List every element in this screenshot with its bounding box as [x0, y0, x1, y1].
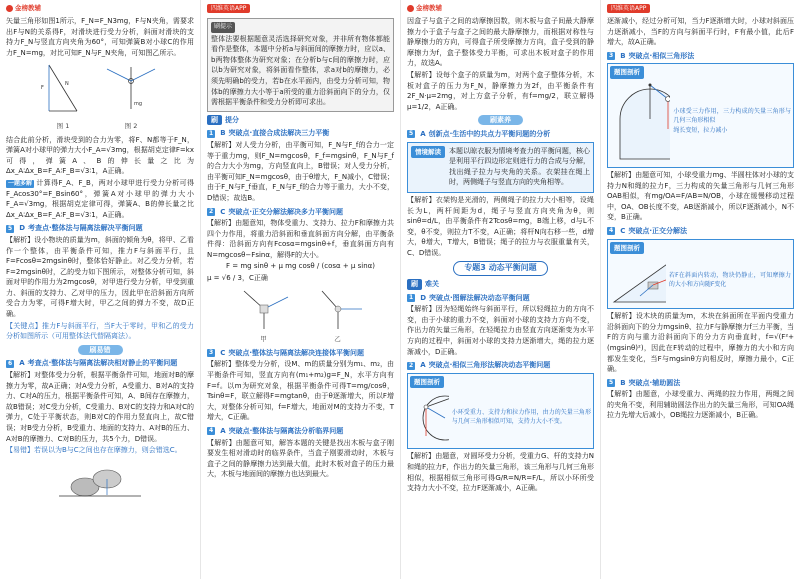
context-title: 情境解读	[411, 146, 445, 159]
section-tag: 刷	[207, 115, 222, 126]
solution-text: 【解析】因为轻绳始终与斜面平行，所以轻绳拉力的方向不变，由于小球的重力不变，斜面对小球的支持力方向不变，作出力的矢量三角形，在轻绳拉力由竖直方向逐渐变为水平方向的过程中，斜面对小球的支持力逐渐增大，绳的拉力逐渐减小，D正确。	[407, 305, 594, 356]
question-number: 5	[409, 130, 414, 138]
figure-analysis-box	[407, 373, 594, 450]
answer-letter: A	[420, 129, 426, 138]
exam-point: 突破点·直接合成法解决三力平衡	[228, 129, 330, 138]
question-heading	[207, 207, 394, 218]
brand-name: 金榜教辅	[416, 3, 442, 12]
answer-letter: C	[220, 207, 226, 216]
question-heading	[407, 360, 594, 371]
answer-letter: C	[620, 226, 626, 235]
solution-text: 【解析】由题意，对圆环受力分析，受重力G、杆的支持力N和绳的拉力F，作出力的矢量三角形，该三角形与几何三角形相似，根据相似三角形可得G/R=N/R=F/L，所以小环所受支持力大小不变，拉力F逐渐减小，A正确。	[407, 452, 594, 493]
section-title: 提分	[225, 115, 239, 124]
topic-number: 专题3	[464, 263, 486, 273]
force-triangle-figure-2	[101, 61, 161, 117]
svg-text:N: N	[65, 81, 69, 88]
stacked-objects-figure	[55, 459, 145, 499]
force-diagram-left	[234, 287, 294, 331]
ring-force-figure	[410, 388, 449, 446]
question-heading	[607, 378, 794, 389]
answer-letter: D	[19, 224, 25, 233]
topic-heading	[407, 261, 594, 276]
figure-caption: 图 1	[56, 121, 70, 130]
context-box	[407, 142, 594, 193]
answer-letter: B	[220, 129, 226, 138]
section-title: 难关	[425, 280, 439, 289]
figure-caption: 图 2	[124, 121, 138, 130]
solution-text: 【解析】由题意，小球受重力、两绳的拉力作用，两绳之间的夹角不变，利用辅助圆法作出力的矢量三角形，可知OA绳拉力先增大后减小，OB绳拉力逐渐减小，B正确。	[607, 390, 794, 420]
exam-point: 突破点·相似三角形法	[628, 51, 695, 60]
incline-force-figure	[610, 254, 666, 306]
question-number: 4	[209, 427, 214, 435]
brand-logo	[6, 3, 41, 14]
figure-force-analysis	[207, 287, 394, 345]
brand-icon	[6, 5, 13, 12]
solution-text: 【解析】衣架钩是光滑的，两侧绳子的拉力大小相等，设绳长为L，两杆间距为d，绳子与竖直方向夹角为θ，则sinθ=d/L，由平衡条件有2Tcosθ=mg，B端上移，d与L不变，θ不变，则拉力T不变，A正确；将杆N向右移一些，d增大，θ增大，T增大，B错误；绳子的拉力与衣服重量有关，C、D错误。	[407, 195, 594, 257]
exam-point: 考查点·整体法与隔离法解决相对静止的平衡问题	[27, 359, 178, 368]
exam-point: 突破点·正交分解法解决多力平衡问题	[228, 207, 343, 216]
tip-box	[207, 18, 394, 112]
question-number: 3	[209, 349, 214, 357]
result-text: μ = √6 / 3，C正确	[207, 274, 268, 283]
app-badge: 四维英语APP	[607, 4, 650, 13]
solution-text: 【解析】由题意可知，解答本题的关键是找出木板与盒子刚要发生相对滑动时的临界条件，当盒子刚要滑动时，木板与盒子之间的静摩擦力达到最大值，此时木板对盒子的压力最大，木板与地面间的摩擦力也达到最大。	[207, 438, 394, 479]
question-number: 1	[209, 129, 214, 137]
section-banner	[407, 115, 594, 126]
question-number: 2	[409, 361, 414, 369]
solution-text: 【解析】设木块的质量为m，木块在斜面所在平面内受重力沿斜面向下的分力mgsinθ、拉力F与静摩擦力f三力平衡，当F的方向与重力沿斜面向下的分力方向垂直时，f=√(F²+(mgsinθ)²)，因此在F转动的过程中，摩擦力的大小和方向都发生变化，当F与mgsinθ方向相反时，摩擦力最小，C正确。	[607, 312, 794, 374]
question-heading	[407, 293, 594, 304]
question-heading	[207, 426, 394, 437]
question-number: 2	[209, 207, 214, 215]
brand-name: 金榜教辅	[15, 3, 41, 12]
paragraph: 【解析】设每个盒子的质量为m，对两个盒子整体分析，木板对盒子的压力为F_N，静摩擦力为2f，由平衡条件有2F_N·μ=2mg，对上方盒子分析，有f=mg/2，联立解得μ=1/2，A正确。	[407, 70, 594, 111]
exam-point: 突破点·相似三角形法解决动态平衡问题	[428, 361, 551, 370]
paragraph: 矢量三角形如图1所示，F_N=F_N3mg，F与N夹角，需要求出F与N的关系得F，对滑块进行受力分析，斜面对滑块的支持力F_N与竖直方向夹角为60°，可知弹簧B对小球C的作用力F_N=mg，对比可知F_N与F_N夹角，可知图乙所示。	[6, 17, 194, 57]
exam-point: 突破点·正交分解法	[628, 226, 687, 235]
section-heading	[407, 279, 594, 290]
figure-stacked-objects	[6, 459, 194, 499]
figure-analysis-title: 题图剖析	[610, 66, 644, 79]
formula: F = mg sinθ + μ mg cosθ / (cosα + μ sinα)	[226, 262, 375, 271]
question-number: 4	[609, 227, 614, 235]
figure-analysis-note: 小球受三力作用，三力构成的矢量三角形与几何三角形相似	[673, 108, 791, 125]
figure-analysis-box	[607, 239, 794, 310]
figure-analysis-note: 若F在斜面内转动，物块仍静止，可知摩擦力的大小和方向随F变化	[668, 271, 791, 288]
figure-caption: 甲	[260, 335, 267, 344]
force-triangle-figure-1	[39, 61, 87, 117]
paragraph: 逐渐减小，经过分析可知，当力F逐渐增大时，小球对斜面压力逐渐减小，当F的方向与斜面平行时，F有最小值，此后F增大，故A正确。	[607, 17, 794, 47]
figure-force-diagrams	[6, 61, 194, 131]
solution-text: 【解析】设小物块的质量为m，斜面的倾角为θ，将甲、乙看作一个整体，由平衡条件可知，推力F与斜面平行，且F=Fcosθ=2mgsinθ时，整体恰好静止。对乙受力分析，若F=2mgsinθ时，乙的受力如下图所示，对整体分析可知，斜面对甲的作用力为2mgcosθ，对甲进行受力分析，甲受到重力、斜面的支持力、乙对甲的压力，因此甲在沿斜面方向所受合力为零，可得F增大时，甲乙之间的弹力不变，故D正确。	[6, 235, 194, 319]
exam-point: 突破点·图解法解决动态平衡问题	[429, 293, 530, 302]
app-badge: 四维英语APP	[207, 4, 250, 13]
solution-text: 【解析】对整体受力分析，根据平衡条件可知，地面对B的摩擦力为零，故A正确；对A受力分析，A受重力、B对A的支持力、C对A的压力，根据平衡条件可知，A、B间存在摩擦力，故B错误；对C受力分析，C受重力、B对C的支持力和A对C的弹力，C处于平衡状态，则B对C的作用力竖直向上，故C错误；对B受力分析，B受重力、地面的支持力、A对B的压力、A对B的摩擦力、C对B的压力，共5个力，D错误。	[6, 371, 194, 443]
svg-text:F: F	[41, 85, 44, 92]
figure-analysis-note: 绳长变短，拉力减小	[673, 127, 728, 135]
answer-letter: A	[420, 361, 426, 370]
question-heading	[407, 129, 594, 140]
exam-point: 创新点·生活中的共点力平衡问题的分析	[428, 129, 551, 138]
solution-text: 【解析】由题意知，物体受重力、支持力、拉力F和摩擦力共四个力作用，将重力沿斜面和垂直斜面方向分解，由平衡条件得：沿斜面方向有Fcosα=mgsinθ+f，垂直斜面方向有N=mgcosθ−Fsinα，解得F的大小。	[207, 219, 394, 259]
page-header	[6, 2, 194, 14]
exam-point: 突破点·整体法与隔离法解决连接体平衡问题	[228, 348, 364, 357]
context-text: 本题以晾衣服为情境考查力的平衡问题，核心是利用平行四边形定则进行力的合成与分解，找出绳子拉力与夹角的关系。衣架挂在绳上时，两侧绳子与竖直方向的夹角相等。	[449, 146, 590, 187]
question-heading	[6, 358, 194, 369]
figure-analysis-title: 题图剖析	[410, 376, 444, 389]
page-header	[407, 2, 594, 14]
answer-letter: A	[19, 359, 25, 368]
exam-point: 考查点·整体法与隔离法解决平衡问题	[28, 224, 143, 233]
question-number: 5	[8, 224, 13, 232]
alternate-solution	[6, 178, 194, 220]
page-header	[607, 2, 794, 14]
topic-title: 动态平衡问题	[488, 263, 537, 273]
figure-caption: 乙	[334, 335, 341, 344]
topic-label	[453, 261, 547, 276]
question-number: 6	[8, 359, 13, 367]
section-banner	[6, 345, 194, 356]
answer-letter: B	[620, 378, 626, 387]
question-heading	[607, 51, 794, 62]
question-number: 5	[609, 378, 614, 386]
question-heading	[207, 128, 394, 139]
page-header	[207, 2, 394, 14]
exam-point: 突破点·整体法与隔离法分析临界问题	[228, 427, 344, 435]
answer-letter: A	[220, 427, 226, 435]
answer-letter: B	[620, 51, 626, 60]
trap-note: 【易错】若误以为B与C之间也存在摩擦力，则会错选C。	[6, 446, 182, 455]
tip-text: 整体法要根据题意灵活选择研究对象，并非所有物体都能看作是整体，本题中分析a与斜面间的摩擦力时，应以a、b两物体整体为研究对象；在分析b与c间的摩擦力时，应以b为研究对象，将斜面看作整体，求a对b的摩擦力，必须先明确b的受力，若b在水平面内，由受力分析可知，物体b的摩擦力大小等于a所受的重力沿斜面向下的分力，仅需根据平衡条件和受力分析即可求出。	[211, 34, 390, 107]
paragraph: 结合此前分析，滑块受到的合力为零，将F、N都等于F_N，弹簧A对小球甲的弹力大小F_A=√3mg，根据胡克定律F=kx可得，弹簧A、B的伸长量之比为 Δx_A∶Δx_B=F_A∶F_B=√3∶1，A正确。	[6, 135, 194, 176]
question-heading	[6, 223, 194, 234]
solution-text: 【解析】由题意可知，小球受重力mg、半圆柱体对小球的支持力N和绳的拉力F，三力构成的矢量三角形与几何三角形OAB相似，有mg/OA=F/AB=N/OB，小球在缓慢移动过程中，OA、OB长度不变，AB逐渐减小，所以F逐渐减小，N不变，B正确。	[607, 170, 794, 222]
question-number: 3	[609, 52, 614, 60]
column-2	[200, 0, 400, 579]
column-4	[600, 0, 800, 579]
force-diagram-right	[308, 287, 368, 331]
question-number: 1	[409, 293, 414, 301]
answer-letter: D	[420, 293, 426, 302]
banner-label: 刷素养	[478, 115, 523, 125]
figure-analysis-title: 题图剖析	[610, 242, 644, 255]
key-hint: 【关键点】推力F与斜面平行，当F大于零时，甲和乙的受力分析如图所示（可用整体法代替隔离法）。	[6, 321, 194, 341]
solution-text: 【解析】对人受力分析，由平衡可知，F_N与F_f的合力一定等于重力mg，则F_N=mgcosθ，F_f=mgsinθ，F_N与F_f的合力大小为mg，方向竖直向上，B错误；对人受力分析，由平衡可知F_N=mgcosθ，由于θ增大，F_N减小，C错误；由于F_N与F_f垂直，F_N与F_f的合力等于重力，大小不变，D错误；故选B。	[207, 140, 394, 202]
paragraph: 计算得F_A、F_B，两对小球甲进行受力分析可得F_Acos30°=F_Bsin60°，弹簧A对小球甲的弹力大小F_A=√3mg，根据胡克定律可得，弹簧A、B的伸长量之比Δx_A∶Δx_B=F_A∶F_B=√3∶1，A正确。	[6, 178, 194, 219]
exam-point: 突破点·辅助圆法	[628, 378, 681, 387]
column-3	[400, 0, 600, 579]
question-heading	[207, 348, 394, 359]
method-tag: 一题多解	[8, 179, 33, 187]
hemisphere-force-figure	[610, 79, 670, 165]
question-heading	[607, 226, 794, 237]
banner-label: 刷易错	[78, 345, 123, 355]
answer-letter: C	[220, 348, 226, 357]
tip-title: 刷提示	[211, 22, 235, 33]
solution-text: 【解析】整体受力分析，设M、m的质量分别为m₁、m₂，由平衡条件可知，竖直方向有(m₁+m₂)g=F_N，水平方向有F=f。以m为研究对象，根据平衡条件可得T=mg/cosθ，Tsinθ=F，联立解得F=mgtanθ，由于θ逐渐增大，所以F增大，对整体分析可知，f=F增大，地面对M的支持力不变，T增大，C正确。	[207, 360, 394, 422]
figure-analysis-note: 小环受重力、支持力和拉力作用，由力的矢量三角形与几何三角形相似可知，支持力大小不变。	[451, 408, 591, 425]
section-heading	[207, 115, 394, 126]
column-1	[0, 0, 200, 579]
paragraph: 因盒子与盒子之间的动摩擦因数，则木板与盒子间最大静摩擦力小于盒子与盒子之间的最大静摩擦力，而根据对称性与静摩擦力的方向，可得盒子所受摩擦力方向，盒子受到的静摩擦力为f，盒子整体受力平衡，可求出木板对盒子的作用力，故选A。	[407, 17, 594, 68]
section-tag: 刷	[407, 279, 422, 290]
svg-text:mg: mg	[134, 101, 143, 108]
figure-analysis-box	[607, 63, 794, 168]
brand-icon	[407, 5, 414, 12]
brand-logo	[407, 3, 442, 14]
